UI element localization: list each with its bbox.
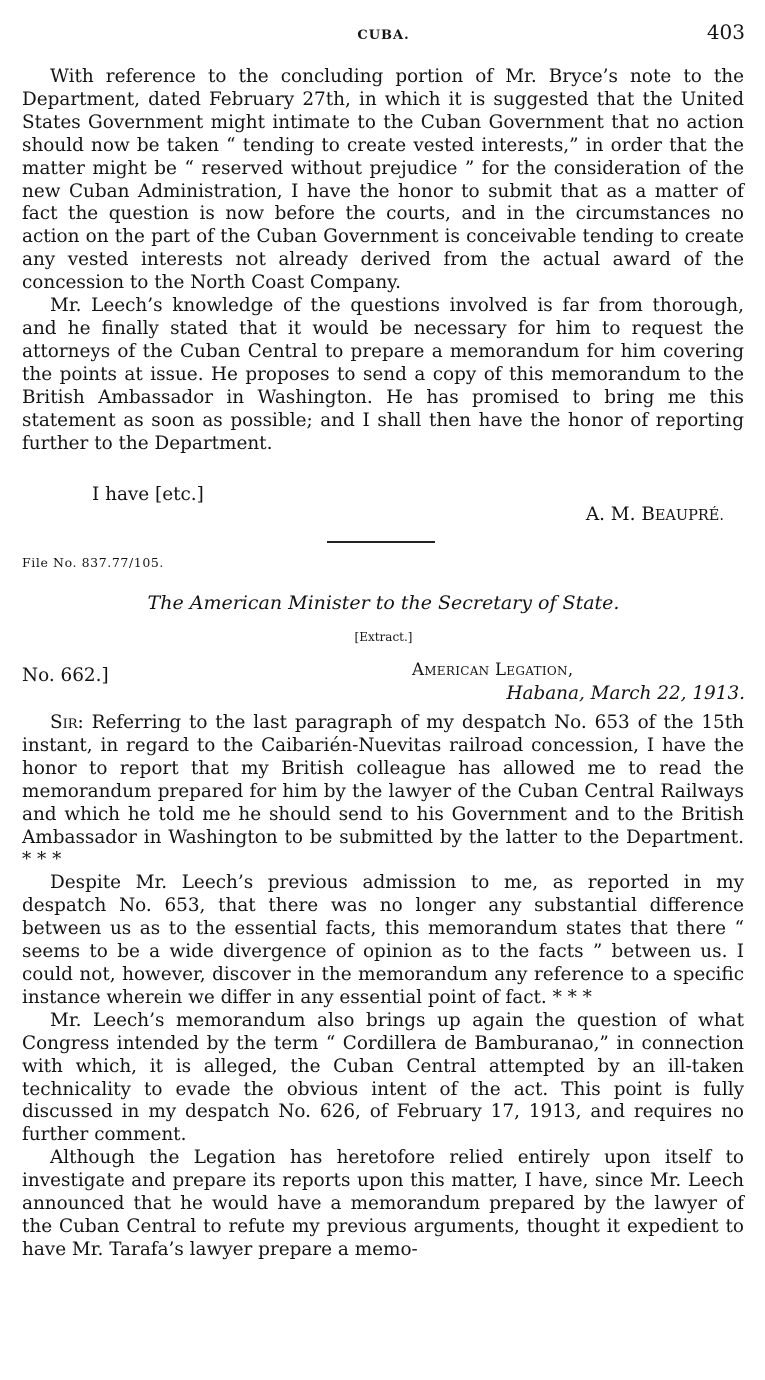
extract-note: [Extract.] (354, 630, 413, 644)
letter2-paragraph: Mr. Leech’s memorandum also brings up again the question of what Congress intended by the term “ Cordillera de Bamburanao,” in connection with which, it is alleged, the Cuban Central attempted by an ill-taken technicality to evade the obvious intent of the act. This point is fully discussed in my despatch No. 626, of February 17, 1913, and requires no further comment. (22, 1009, 744, 1146)
signature: A. M. BEAUPRÉ. (585, 504, 724, 525)
running-title: CUBA. (357, 28, 410, 43)
closing: I have [etc.] (92, 484, 204, 505)
legation-heading: American Legation, (412, 660, 574, 679)
letter1-body (22, 66, 744, 455)
letter1-paragraph: Mr. Leech’s knowledge of the questions involved is far from thorough, and he finally stated that it would be necessary for him to request the attorneys of the Cuban Central to prepare a memorandum for him covering the points at issue. He proposes to send a copy of this memorandum to the British Ambassador in Washington. He has promised to bring me this statement as soon as possible; and I shall then have the honor of reporting further to the Department. (22, 295, 744, 454)
letter2-paragraph: Despite Mr. Leech’s previous admission to me, as reported in my despatch No. 653, that there was no longer any substantial difference between us as to the essential facts, this memorandum states that there “ seems to be a wide divergence of opinion as to the facts ” between us. I could not, however, discover in the memorandum any reference to a specific instance wherein we differ in any essential point of fact. * * * (22, 872, 744, 1008)
file-number: File No. 837.77/105. (22, 555, 165, 570)
letter1-paragraph: With reference to the concluding portion of Mr. Bryce’s note to the Department, dated February 27th, in which it is suggested that the United States Government might intimate to the Cuban Government that no action should now be taken “ tending to create vested interests,” in order that the matter might be “ reserved without prejudice ” for the consideration of the new Cuban Administration, I have the honor to submit that as a matter of fact the question is now before the courts, and in the circumstances no action on the part of the Cuban Government is conceivable tending to create any vested interests not already derived from the actual award of the concession to the North Coast Company. (22, 66, 744, 294)
dateline: Habana, March 22, 1913. (506, 683, 745, 704)
page-number: 403 (706, 20, 745, 44)
document-title: The American Minister to the Secretary of State. (147, 592, 620, 614)
letter2-paragraph: Although the Legation has heretofore relied entirely upon itself to investigate and prepare its reports upon this matter, I have, since Mr. Leech announced that he would have a memorandum prepared by the lawyer of the Cuban Central to refute my previous arguments, thought it expedient to have Mr. Tarafa’s lawyer prepare a memo- (22, 1147, 744, 1260)
letter2-body (22, 712, 744, 1262)
section-divider (327, 541, 435, 543)
despatch-number: No. 662.] (22, 665, 109, 686)
salutation: Sir: (50, 712, 84, 733)
letter2-paragraph-text: Referring to the last paragraph of my despatch No. 653 of the 15th instant, in regard to the Caibarién-Nuevitas railroad concession, I have the honor to report that my British colleague has allowed me to read the memorandum prepared for him by the lawyer of the Cuban Central Railways and which he told me he should send to his Government and to the British Ambassador in Washington to be submitted by the latter to the Department. * * * (22, 712, 744, 871)
running-head (22, 20, 745, 46)
letter2-paragraph (22, 712, 744, 872)
